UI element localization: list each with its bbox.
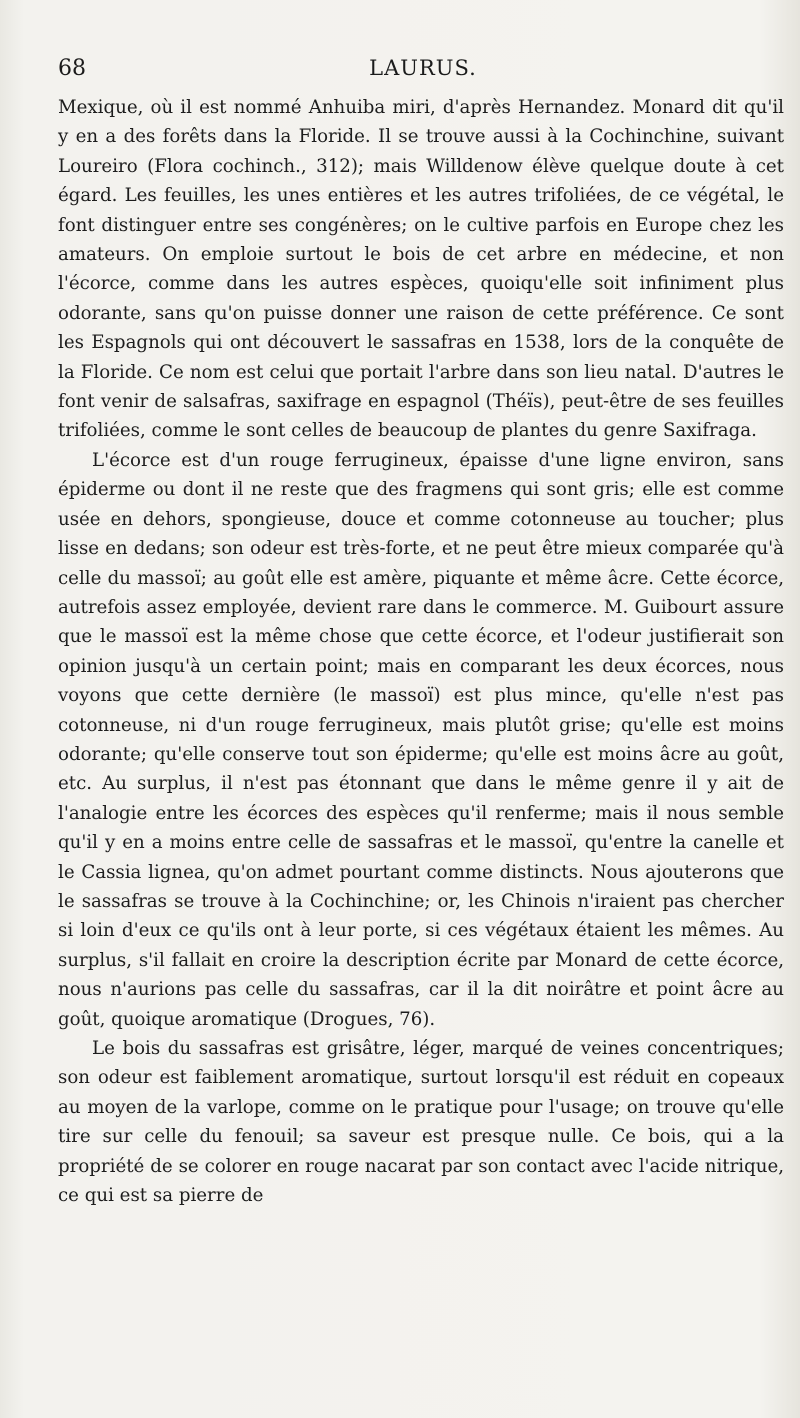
running-head: LAURUS.	[369, 56, 477, 80]
main-text	[58, 93, 784, 1210]
paragraph-1: Mexique, où il est nommé Anhuiba miri, d'après Hernandez. Monard dit qu'il y en a des forêts dans la Floride. Il se trouve aussi à la Cochinchine, suivant Loureiro (Flora cochinch., 312); mais Willdenow élève quelque doute à cet égard. Les feuilles, les unes entières et les autres trifoliées, de ce végétal, le font distinguer entre ses congénères; on le cultive parfois en Europe chez les amateurs. On emploie surtout le bois de cet arbre en médecine, et non l'écorce, comme dans les autres espèces, quoiqu'elle soit infiniment plus odorante, sans qu'on puisse donner une raison de cette préférence. Ce sont les Espagnols qui ont découvert le sassafras en 1538, lors de la conquête de la Floride. Ce nom est celui que portait l'arbre dans son lieu natal. D'autres le font venir de salsafras, saxifrage en espagnol (Théïs), peut-être de ses feuilles trifoliées, comme le sont celles de beaucoup de plantes du genre Saxifraga.	[58, 97, 784, 442]
page-number: 68	[58, 56, 86, 81]
paragraph-3: Le bois du sassafras est grisâtre, léger, marqué de veines concentriques; son odeur est faiblement aromatique, surtout lorsqu'il est réduit en copeaux au moyen de la varlope, comme on le pratique pour l'usage; on trouve qu'elle tire sur celle du fenouil; sa saveur est presque nulle. Ce bois, qui a la propriété de se colorer en rouge nacarat par son contact avec l'acide nitrique, ce qui est sa pierre de	[58, 1038, 784, 1207]
page-header	[58, 56, 788, 90]
paragraph-2: L'écorce est d'un rouge ferrugineux, épaisse d'une ligne environ, sans épiderme ou dont il ne reste que des fragmens qui sont gris; elle est comme usée en dehors, spongieuse, douce et comme cotonneuse au toucher; plus lisse en dedans; son odeur est très-forte, et ne peut être mieux comparée qu'à celle du massoï; au goût elle est amère, piquante et même âcre. Cette écorce, autrefois assez employée, devient rare dans le commerce. M. Guibourt assure que le massoï est la même chose que cette écorce, et l'odeur justifierait son opinion jusqu'à un certain point; mais en comparant les deux écorces, nous voyons que cette dernière (le massoï) est plus mince, qu'elle n'est pas cotonneuse, ni d'un rouge ferrugineux, mais plutôt grise; qu'elle est moins odorante; qu'elle conserve tout son épiderme; qu'elle est moins âcre au goût, etc. Au surplus, il n'est pas étonnant que dans le même genre il y ait de l'analogie entre les écorces des espèces qu'il renferme; mais il nous semble qu'il y en a moins entre celle de sassafras et le massoï, qu'entre la canelle et le Cassia lignea, qu'on admet pourtant comme distincts. Nous ajouterons que le sassafras se trouve à la Cochinchine; or, les Chinois n'iraient pas chercher si loin d'eux ce qu'ils ont à leur porte, si ces végétaux étaient les mêmes. Au surplus, s'il fallait en croire la description écrite par Monard de cette écorce, nous n'aurions pas celle du sassafras, car il la dit noirâtre et point âcre au goût, quoique aromatique (Drogues, 76).	[58, 449, 784, 1030]
